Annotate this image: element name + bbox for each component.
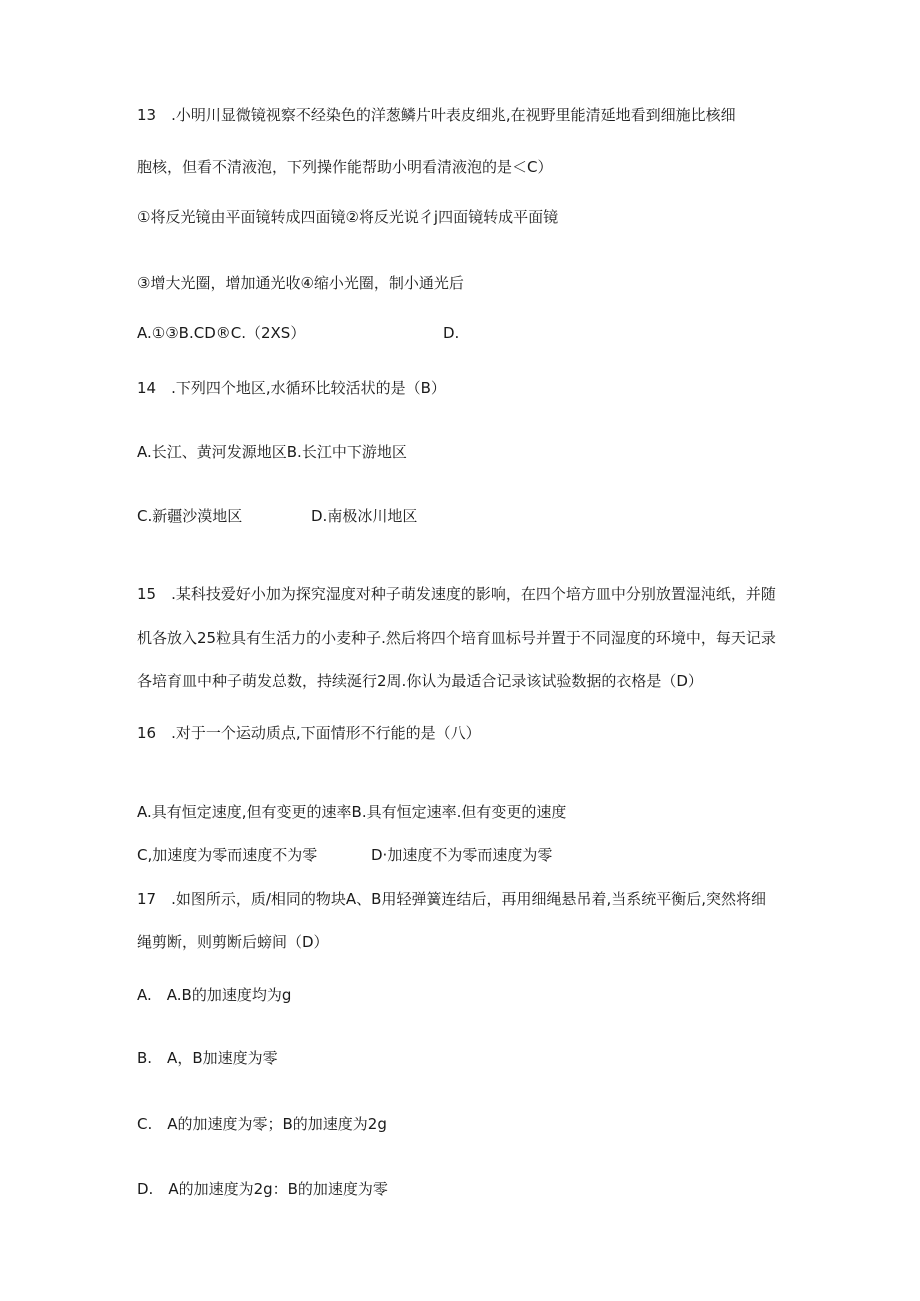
q17-line-1: 17 .如图所示，质/相同的物块A、B用轻弹簧连结后，再用细绳悬吊着,当系统平衡后,突然将细 bbox=[137, 890, 767, 908]
q16-option-c: C,加速度为零而速度不为零 bbox=[137, 846, 318, 864]
q16-option-d: D·加速度不为零而速度为零 bbox=[371, 846, 553, 864]
q13-line-3: ①将反光镜由平面镜转成四面镜②将反光说彳j四面镜转成平面镜 bbox=[137, 208, 559, 226]
q13-line-4: ③增大光圈，增加通光收④缩小光圈，制小通光后 bbox=[137, 274, 464, 292]
q13-options-abc: A.①③B.CD®C.（2XS） bbox=[137, 324, 306, 342]
q17-option-a: A. A.B的加速度均为g bbox=[137, 986, 292, 1004]
q13-line-1: 13 .小明川显微镜视察不经染色的洋葱鳞片叶表皮细兆,在视野里能清延地看到细施比核细 bbox=[137, 106, 736, 124]
q15-line-1: 15 .某科技爱好小加为探究湿度对种子萌发速度的影响，在四个培方皿中分别放置湿沌纸，并随 bbox=[137, 585, 776, 603]
q17-line-2: 绳剪断，则剪断后螃间（D） bbox=[137, 933, 329, 951]
q16-options-ab: A.具有恒定速度,但有变更的速率B.具有恒定速率.但有变更的速度 bbox=[137, 803, 567, 821]
q17-option-d: D. A的加速度为2g：B的加速度为零 bbox=[137, 1180, 388, 1198]
q17-option-b: B. A，B加速度为零 bbox=[137, 1049, 278, 1067]
q16-stem: 16 .对于一个运动质点,下面情形不行能的是（八） bbox=[137, 724, 481, 742]
q14-option-d: D.南极冰川地区 bbox=[311, 507, 418, 525]
q13-line-2: 胞核，但看不清液泡，下列操作能帮助小明看清液泡的是＜C） bbox=[137, 158, 553, 176]
q14-stem: 14 .下列四个地区,水循环比较活状的是（B） bbox=[137, 379, 446, 397]
q17-option-c: C. A的加速度为零；B的加速度为2g bbox=[137, 1115, 387, 1133]
q14-option-c: C.新疆沙漠地区 bbox=[137, 507, 243, 525]
q15-line-2: 机各放入25粒具有生活力的小麦种子.然后将四个培育皿标号并置于不同湿度的环境中，每天记录 bbox=[137, 629, 776, 647]
q13-option-d: D. bbox=[443, 324, 460, 342]
q14-options-ab: A.长江、黄河发源地区B.长江中下游地区 bbox=[137, 443, 407, 461]
q15-line-3: 各培育皿中种子萌发总数，持续涎行2周.你认为最适合记录该试验数据的衣格是（D） bbox=[137, 672, 703, 690]
